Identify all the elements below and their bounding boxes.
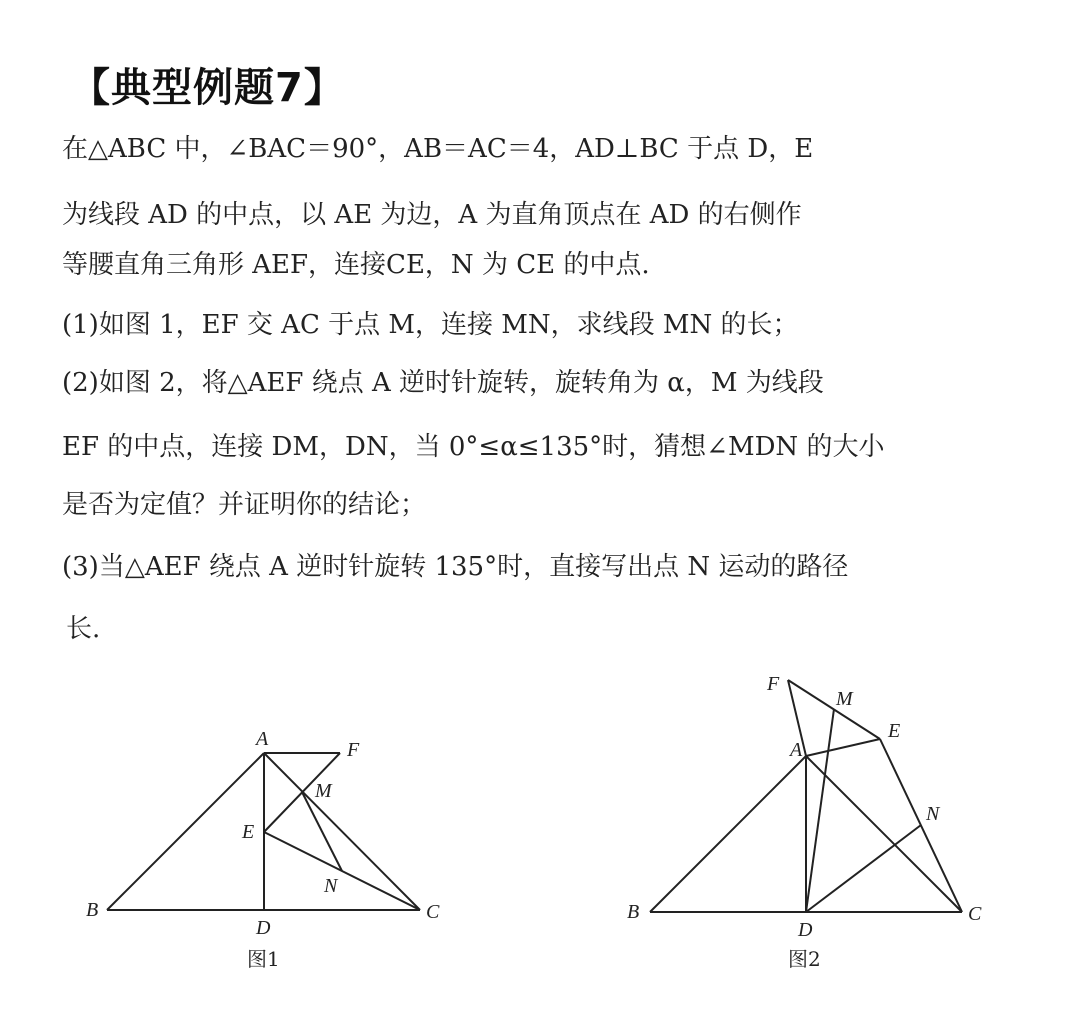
fig2-label-A: A: [790, 739, 803, 761]
problem-line-6: EF 的中点，连接 DM，DN，当 0°≤α≤135°时，猜想∠MDN 的大小: [62, 432, 885, 462]
problem-line-4: (1)如图 1，EF 交 AC 于点 M，连接 MN，求线段 MN 的长；: [62, 310, 799, 340]
segment-DN: [806, 825, 921, 912]
segment-AC: [806, 756, 962, 912]
segment-AE: [806, 739, 880, 756]
fig2-label-E: E: [888, 720, 901, 742]
segment-DM: [806, 709, 834, 912]
segment-MN: [302, 792, 342, 871]
segment-AB: [107, 753, 264, 910]
problem-line-3: 等腰直角三角形 AEF，连接CE，N 为 CE 的中点.: [62, 250, 650, 280]
figure-2: [627, 673, 982, 971]
fig1-label-M: M: [315, 780, 332, 802]
fig1-label-F: F: [347, 739, 360, 761]
fig2-label-F: F: [767, 673, 780, 695]
problem-line-9: 长.: [66, 614, 101, 644]
problem-line-1: 在△ABC 中，∠BAC＝90°，AB＝AC＝4，AD⊥BC 于点 D，E: [62, 134, 814, 164]
problem-line-8: (3)当△AEF 绕点 A 逆时针旋转 135°时，直接写出点 N 运动的路径: [62, 552, 849, 582]
fig1-label-N: N: [324, 875, 338, 897]
problem-line-2: 为线段 AD 的中点，以 AE 为边，A 为直角顶点在 AD 的右侧作: [62, 200, 802, 230]
figure-2-caption: 图2: [788, 947, 821, 971]
fig1-label-B: B: [86, 899, 99, 921]
fig1-label-D: D: [256, 917, 271, 939]
fig2-label-N: N: [926, 803, 940, 825]
segment-AC: [264, 753, 420, 910]
fig2-label-D: D: [798, 919, 813, 941]
fig1-label-A: A: [256, 728, 269, 750]
segment-AB: [650, 756, 806, 912]
figure-1-caption: 图1: [247, 947, 280, 971]
example-title: 【典型例题7】: [70, 65, 345, 111]
fig2-label-M: M: [836, 688, 853, 710]
fig1-label-C: C: [426, 901, 440, 923]
fig1-label-E: E: [242, 821, 255, 843]
problem-line-5: (2)如图 2，将△AEF 绕点 A 逆时针旋转，旋转角为 α，M 为线段: [62, 368, 824, 398]
problem-line-7: 是否为定值？并证明你的结论；: [62, 490, 427, 520]
figure-1: [86, 728, 440, 971]
fig2-label-B: B: [627, 901, 640, 923]
fig2-label-C: C: [968, 903, 982, 925]
